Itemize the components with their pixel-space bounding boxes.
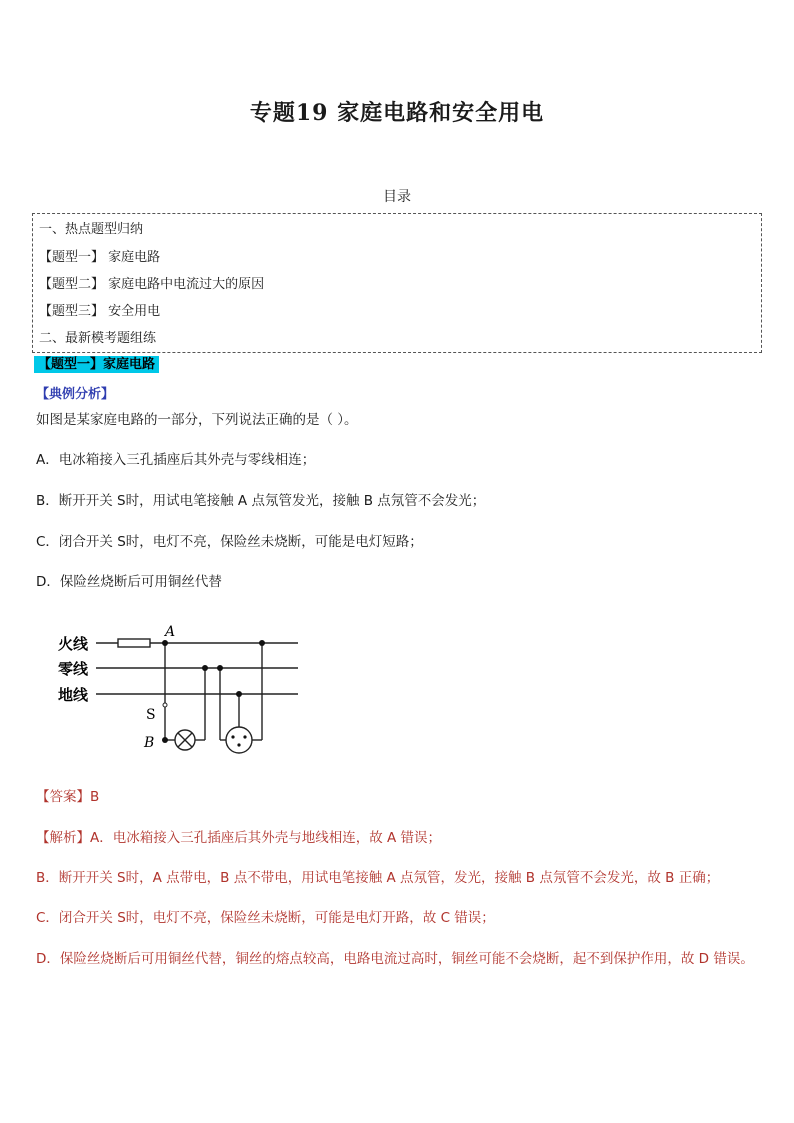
example-tag: 【典例分析】 [36, 387, 115, 402]
label-live: 火线 [58, 635, 89, 653]
label-point-b: B [144, 735, 155, 751]
option-c: C．闭合开关 S时，电灯不亮，保险丝未烧断，可能是电灯短路； [36, 534, 423, 550]
label-neutral: 零线 [58, 660, 89, 678]
option-b: B．断开开关 S时，用试电笔接触 A 点氖管发光，接触 B 点氖管不会发光； [36, 493, 486, 509]
section-tag: 【题型一】家庭电路 [34, 356, 159, 373]
option-d: D．保险丝烧断后可用铜丝代替 [36, 574, 222, 590]
analysis-d: D．保险丝烧断后可用铜丝代替，铜丝的熔点较高，电路电流过高时，铜丝可能不会烧断，起不到保护作用，故 D 错误。 [36, 951, 754, 967]
toc-item[interactable]: 一、热点题型归纳 [39, 222, 144, 237]
analysis-b: B．断开开关 S时，A 点带电，B 点不带电，用试电笔接触 A 点氖管，发光，接触 B 点氖管不会发光，故 B 正确； [36, 870, 720, 886]
toc-item[interactable]: 【题型二】 家庭电路中电流过大的原因 [39, 277, 265, 292]
label-ground: 地线 [58, 686, 89, 704]
analysis-c: C．闭合开关 S时，电灯不亮，保险丝未烧断，可能是电灯开路，故 C 错误； [36, 910, 495, 926]
page-title: 专题19 家庭电路和安全用电 [249, 100, 545, 126]
question-stem: 如图是某家庭电路的一部分，下列说法正确的是（ ）。 [36, 412, 358, 428]
option-a: A．电冰箱接入三孔插座后其外壳与零线相连； [36, 452, 316, 468]
analysis-a: 【解析】A．电冰箱接入三孔插座后其外壳与地线相连，故 A 错误； [36, 830, 442, 846]
toc-item[interactable]: 【题型一】 家庭电路 [39, 250, 161, 265]
label-switch: S [146, 707, 156, 723]
label-point-a: A [165, 624, 176, 640]
junction-b [162, 737, 168, 743]
fuse [118, 639, 150, 647]
toc-heading: 目录 [383, 189, 411, 205]
junction-a [162, 640, 168, 646]
toc-item[interactable]: 【题型三】 安全用电 [39, 304, 161, 319]
three-hole-socket [226, 727, 252, 753]
answer-label: 【答案】B [36, 789, 100, 805]
toc-item[interactable]: 二、最新模考题组练 [39, 331, 157, 346]
